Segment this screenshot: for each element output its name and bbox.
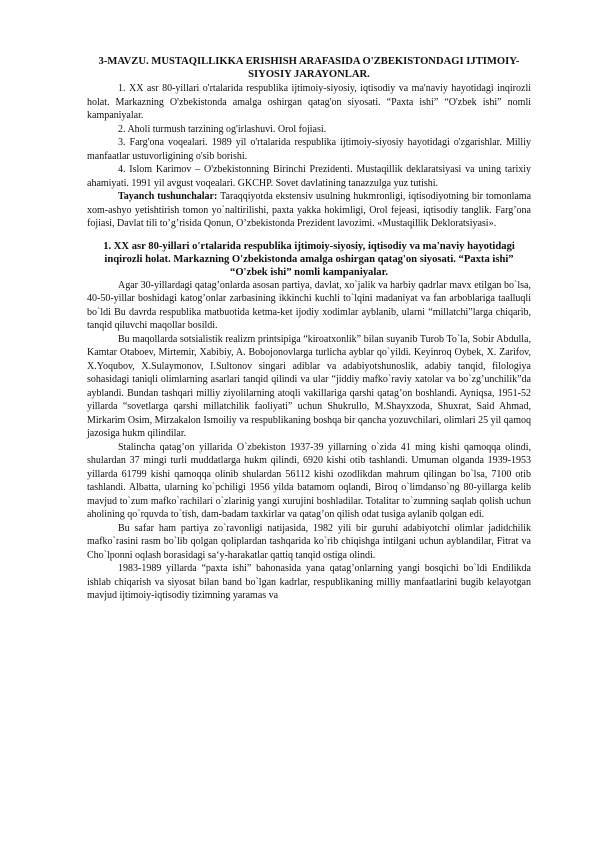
section-heading: 1. XX asr 80-yillari o'rtalarida respublika ijtimoiy-siyosiy, iqtisodiy va ma'naviy hayotidagi inqirozli holat. Markazning O'zbekistonda amalga oshirgan qatag'on siyosati. “Paxta ishi” “O'zbek ishi” nomli kampaniyalar. [103, 240, 515, 278]
topic-title: 3-MAVZU. MUSTAQILLIKKA ERISHISH ARAFASIDA O'ZBEKISTONDAGI IJTIMOIY-SIYOSIY JARAYONLAR. [98, 56, 520, 80]
body-paragraph-1: Agar 30-yillardagi qatag’onlarda asosan partiya, davlat, xo`jalik va harbiy qadrlar mavx etilgan bo`lsa, 40-50-yillar boshidagi katog’onlar zarbasining ikkinchi kuchli to`lqini madaniyat va fan arboblariga taalluqli bo`ldi Bu davrda respublika matbuotida ketma-ket ijodiy xodimlar ayblanib, ularni “millatchi”larga chiqarib, tanqid qiluvchi maqollar bosildi. [87, 279, 531, 331]
outline-item-1: 1. XX asr 80-yillari o'rtalarida respublika ijtimoiy-siyosiy, iqtisodiy va ma'naviy hayotidagi inqirozli holat. Markazning O'zbekistonda amalga oshirgan qatag'on siyosati. “Paxta ishi” “O'zbek ishi” nomli kampaniyalar. [87, 83, 531, 121]
outline-item-3: 3. Farg'ona voqealari. 1989 yil o'rtalarida respublika ijtimoiy-siyosiy hayotidagi o'zgarishlar. Milliy manfaatlar ustuvorligining o'sib borishi. [87, 137, 531, 162]
body-paragraph-3: Stalincha qatag’on yillarida O`zbekiston 1937-39 yillarning o`zida 41 ming kishi qamoqqa olindi, shulardan 37 mingi turli muddatlarga hukm qilindi, 6920 kishi otib tashlandi. Umuman olganda 1939-1953 yillarda 61799 kishi qamoqqa olinib shulardan 56112 kishi ozodlikdan mahrum qilingan bo`lsa, 7100 otib tashlandi. Albatta, ularning ko`pchiligi 1956 yilda batamom oqlandi, Biroq o`limdanso`ng 80-yillarga kelib mavjud to`zum mafko`rachilari o`zlarinig yangi xurujini boshladilar. Totalitar to`zumning saqlab qolish uchun aholining qo`rquvda to`tish, dam-badam taxkirlar va qatag’on qilish odat tusiga aylanib qolgan edi. [87, 441, 531, 520]
key-concepts-text: Taraqqiyotda ekstensiv usulning hukmronligi, iqtisodiyotning bir tomonlama xom-ashyo yetishtirish tomon yo`naltirilishi, paxta yakka hokimligi, Orol fejeasi, iqtisodiy tanglik. Farg’ona fojiasi, Davlat tili to’g’risida Qonun, O’zbekistonda Prezident lavozimi. «Mustaqillik Dekloratsiyasi». [87, 191, 532, 229]
body-paragraph-2: Bu maqollarda sotsialistik realizm printsipiga “kiroatxonlik” bilan suyanib Turob To`la, Sobir Abdulla, Kamtar Otaboev, Mirtemir, Xabibiy, A. Bobojonovlarga turlicha ayblar qo`yildi. Keyinroq Oybek, X. Zarifov, X.Yoqubov, X.Sulaymonov, I.Sultonov singari adiblar va adabiyotshunoslik, adabiy tanqid, filologiya sohasidagi taniqli olimlarning asarlari tanqid qilindi va ular “jiddiy mafko`raviy xatolar va bo`zg’unchilik”da ayblandi. Bundan tashqari milliy ziyolilarning atoqli vakillariga qarshi qatag’on boshlandi. Ayniqsa, 1951-52 yillarda “sovetlarga qarshi millatchilik faoliyati” uchun Shukrullo, M.Shayxzoda, Shuxrat, Said Ahmad, Mirkarim Osim, Mirzakalon Ismoiliy va respublikaning boshqa bir qancha yozuvchilari, olimlari 25 yil qamoq jazosiga hukm qilindilar. [87, 333, 531, 439]
key-concepts-label: Tayanch tushunchalar: [118, 191, 218, 202]
key-concepts [87, 190, 531, 231]
outline-item-4: 4. Islom Karimov – O'zbekistonning Birinchi Prezidenti. Mustaqillik deklaratsiyasi va uning tarixiy ahamiyati. 1991 yil avgust voqealari. GKCHP. Sovet davlatining tanazzulga yuz tutishi. [87, 164, 531, 189]
body-paragraph-5: 1983-1989 yillarda “paxta ishi” bahonasida yana qatag’onlarning yangi bosqichi bo`ldi Endilikda ishlab chiqarish va siyosat bilan band bo`lgan kadrlar, respublikaning milliy manfaatlarini bugib kelayotgan mavjud ijtimoiy-iqtisodiy tizimning yaramas va [87, 563, 531, 601]
body-paragraph-4: Bu safar ham partiya zo`ravonligi natijasida, 1982 yili bir guruhi adabiyotchi olimlar jadidchilik mafko`rasini rasm bo`lib qolgan qoliplardan tashqarida ko`rib chiqishga intilgani uchun ayblandilar, Fitrat va Cho`lponni oqlash borasidagi sa‘y-harakatlar qattiq tanqid ostiga olindi. [87, 522, 531, 561]
outline-item-2: 2. Aholi turmush tarzining og'irlashuvi. Orol fojiasi. [118, 123, 327, 135]
